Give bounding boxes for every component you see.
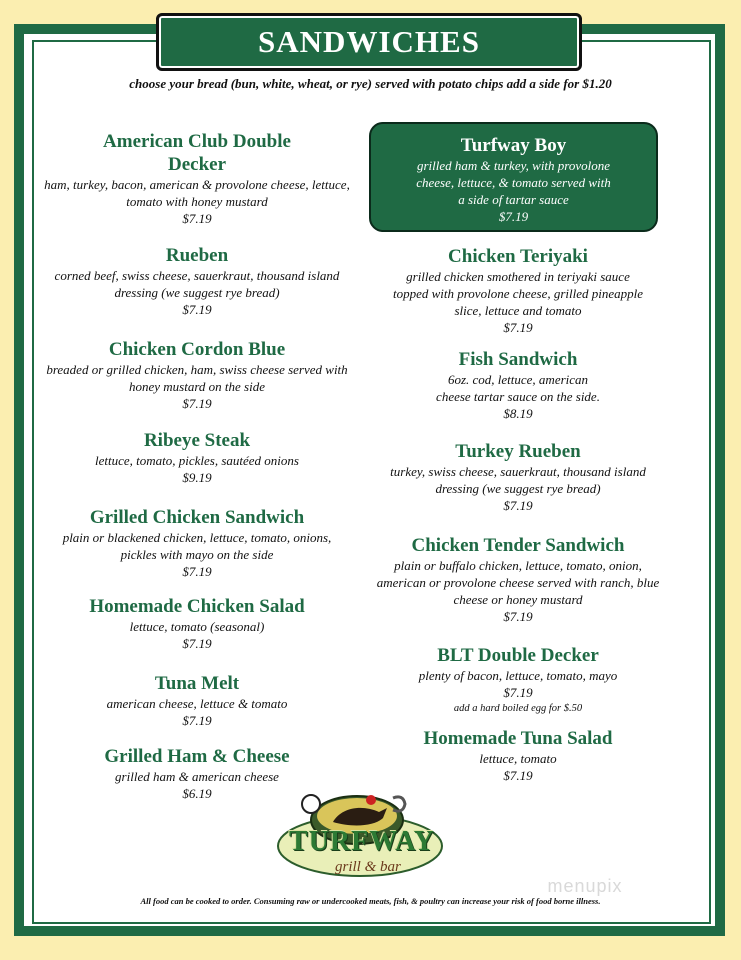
menu-item-price: $7.19 [182,713,212,728]
menu-item-name: Grilled Ham & Cheese [104,746,290,767]
menu-item-price: $7.19 [503,768,533,783]
menu-item-name: Chicken Teriyaki [448,246,588,267]
menu-item-name: Ribeye Steak [143,430,251,451]
menu-item [44,244,350,318]
menu-item-desc: breaded or grilled chicken, ham, swiss cheese served with honey mustard on the side [46,362,348,394]
menu-item-desc: lettuce, tomato [479,751,557,766]
menu-item-name: Fish Sandwich [458,349,578,370]
footer-disclaimer: All food can be cooked to order. Consuming raw or undercooked meats, fish, & poultry can increase your risk of food borne illness. [140,896,601,906]
menu-item-desc: ham, turkey, bacon, american & provolone cheese, lettuce, tomato with honey mustard [44,177,350,209]
menu-item-desc: plain or blackened chicken, lettuce, tomato, onions, pickles with mayo on the side [62,530,332,562]
menu-item-desc: grilled ham & american cheese [115,769,279,784]
menu-item-desc: lettuce, tomato (seasonal) [129,619,265,634]
featured-item-desc: grilled ham & turkey, with provolone cheese, lettuce, & tomato served with a side of tartar sauce [416,158,611,207]
menu-item-name: Grilled Chicken Sandwich [89,507,305,528]
menu-item-desc: plain or buffalo chicken, lettuce, tomato, onion, american or provolone cheese served with ranch, blue cheese or honey mustard [376,558,660,607]
menu-item-price: $7.19 [182,564,212,579]
featured-item-price: $7.19 [498,209,529,224]
menu-item [44,429,350,486]
menu-item-price: $7.19 [182,396,212,411]
turfway-logo [275,786,445,886]
menu-item-name: Rueben [165,245,229,266]
menu-item-name: Chicken Cordon Blue [108,339,286,360]
menu-item-desc: 6oz. cod, lettuce, american cheese tartar sauce on the side. [436,372,600,404]
menu-item-desc: turkey, swiss cheese, sauerkraut, thousand island dressing (we suggest rye bread) [390,464,646,496]
featured-item-name: Turfway Boy [460,135,567,156]
menu-item-name: American Club Double Decker [103,131,291,175]
featured-item [369,122,658,232]
logo-subtitle: grill & bar [335,859,401,875]
menu-item-price: $7.19 [182,211,212,226]
menu-item-price: $7.19 [503,609,533,624]
menu-item [368,644,668,716]
menu-item-price: $7.19 [182,302,212,317]
menu-item [368,348,668,422]
menu-item-name: Homemade Tuna Salad [423,728,613,749]
menu-item-price: $7.19 [182,636,212,651]
menu-item-price: $7.19 [503,498,533,513]
menu-item [368,440,668,514]
menu-item [368,245,668,336]
menu-item-name: BLT Double Decker [437,645,599,666]
menu-item [368,727,668,784]
menu-item [44,672,350,729]
menu-item-price: $9.19 [182,470,212,485]
watermark: menupix [547,876,623,896]
menu-item [368,534,668,625]
menu-item-price: $6.19 [182,786,212,801]
menu-item-note: add a hard boiled egg for $.50 [453,703,583,714]
menu-item-price: $7.19 [503,685,533,700]
menu-item-price: $7.19 [503,320,533,335]
menu-item-name: Tuna Melt [154,673,240,694]
menu-item-desc: grilled chicken smothered in teriyaki sauce topped with provolone cheese, grilled pineapple slice, lettuce and tomato [392,269,644,318]
logo-title: TURFWAY [289,826,435,857]
menu-item-price: $8.19 [503,406,533,421]
menu-item-desc: american cheese, lettuce & tomato [106,696,288,711]
menu-item-name: Chicken Tender Sandwich [411,535,625,556]
page-title: SANDWICHES [156,13,582,71]
menu-item [44,130,350,227]
menu-item-desc: corned beef, swiss cheese, sauerkraut, thousand island dressing (we suggest rye bread) [54,268,340,300]
menu-item-name: Turkey Rueben [455,441,581,462]
menu-item [44,338,350,412]
menu-item [44,595,350,652]
menu-item [44,506,350,580]
menu-item-name: Homemade Chicken Salad [89,596,305,617]
menu-item-desc: lettuce, tomato, pickles, sautéed onions [95,453,299,468]
menu-subtitle: choose your bread (bun, white, wheat, or rye) served with potato chips add a side for $1.20 [129,76,612,91]
menu-item-desc: plenty of bacon, lettuce, tomato, mayo [418,668,618,683]
